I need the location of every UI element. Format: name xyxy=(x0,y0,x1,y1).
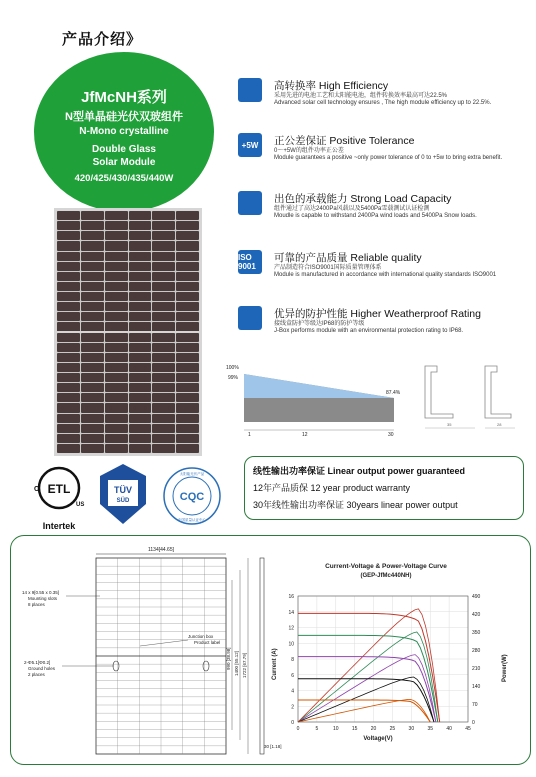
panel-cell xyxy=(81,333,104,342)
panel-cell xyxy=(105,241,128,250)
mechanical-drawing xyxy=(20,540,290,760)
panel-cell xyxy=(129,252,152,261)
iv-y-tick-left: 2 xyxy=(291,704,294,711)
panel-cell xyxy=(129,231,152,240)
feature-desc-cn: 组件通过了高达2400Pa风载以及5400Pa雪载测试认证检测 xyxy=(274,206,430,212)
positive-tolerance-icon: +5W xyxy=(238,133,262,157)
svg-text:C: C xyxy=(34,486,40,493)
panel-cell xyxy=(129,302,152,311)
product-label-label: Product label xyxy=(194,640,221,645)
svg-text:TÜV: TÜV xyxy=(114,485,132,495)
feature-desc-en: Moudle is capable to withstand 2400Pa wind loads and 5400Pa Snow loads. xyxy=(274,213,477,219)
panel-cell xyxy=(152,393,175,402)
svg-text:SÜD: SÜD xyxy=(116,498,130,504)
iv-ylabel-left: Current (A) xyxy=(272,648,278,680)
svg-text:CQC: CQC xyxy=(179,491,205,503)
panel-cell xyxy=(176,272,199,281)
panel-cell xyxy=(176,211,199,220)
panel-cell xyxy=(129,221,152,230)
panel-cell xyxy=(129,403,152,412)
panel-cell xyxy=(152,383,175,392)
panel-cell xyxy=(57,312,80,321)
panel-cell xyxy=(57,444,80,453)
pv-curve-series-2 xyxy=(298,632,438,722)
iv-y-tick-left: 8 xyxy=(291,657,294,663)
feature-desc-en: Advanced solar cell technology ensures , The high module efficiency up to 22.5%. xyxy=(274,100,492,106)
panel-cell xyxy=(81,262,104,271)
panel-cell xyxy=(129,444,152,453)
feature-desc-cn: 产品制造符合ISO9001国际质量管理体系 xyxy=(274,265,382,271)
panel-cell xyxy=(81,373,104,382)
panel-cell xyxy=(129,343,152,352)
panel-cell xyxy=(129,211,152,220)
panel-cell xyxy=(176,383,199,392)
panel-cell xyxy=(81,211,104,220)
panel-cell xyxy=(152,403,175,412)
warranty-chart xyxy=(224,360,410,440)
panel-cell xyxy=(57,414,80,423)
panel-cell xyxy=(129,312,152,321)
iv-curve-series-1 xyxy=(298,613,440,722)
svg-text:太阳能光伏产品: 太阳能光伏产品 xyxy=(179,472,205,476)
panel-cell xyxy=(57,211,80,220)
warranty-line-2: 30年线性输出功率保证 30years linear power output xyxy=(253,500,458,510)
iv-y-tick-left: 0 xyxy=(291,720,294,726)
panel-cell xyxy=(57,231,80,240)
panel-cell xyxy=(129,272,152,281)
badge-en-line3: Solar Module xyxy=(92,157,156,168)
panel-cell xyxy=(152,272,175,281)
panel-cell xyxy=(81,343,104,352)
feature-desc-en: Module guarantees a positive ~only power tolerance of 0 to +5w to bring extra benefit. xyxy=(274,155,503,161)
panel-cell xyxy=(176,302,199,311)
feature-title: 优异的防护性能 Higher Weatherproof Rating xyxy=(274,308,481,320)
panel-cell xyxy=(105,282,128,291)
panel-cell xyxy=(105,343,128,352)
feature-desc-cn: 采用先进的电池工艺和太阳能电池，组件转换效率最高可达22.5% xyxy=(274,93,448,99)
panel-cell xyxy=(176,373,199,382)
warranty-label-99: 99% xyxy=(228,375,239,381)
panel-cell xyxy=(105,393,128,402)
panel-cell xyxy=(57,343,80,352)
panel-cell xyxy=(176,282,199,291)
panel-cell xyxy=(176,241,199,250)
snowflake-icon xyxy=(238,191,262,215)
iv-x-tick: 10 xyxy=(332,726,339,732)
iso-9001-icon: ISO 9001 xyxy=(238,250,262,274)
panel-cell xyxy=(81,241,104,250)
panel-cell xyxy=(105,272,128,281)
iv-x-tick: 15 xyxy=(351,726,358,732)
etl-cert xyxy=(30,462,88,530)
iv-x-tick: 20 xyxy=(370,726,377,732)
panel-cell xyxy=(129,262,152,271)
panel-cell xyxy=(129,353,152,362)
panel-cell xyxy=(81,302,104,311)
panel-cell xyxy=(105,312,128,321)
badge-series: JfMcNH系列 xyxy=(81,89,167,106)
panel-cell xyxy=(81,282,104,291)
width-dim: 1134[44.65] xyxy=(147,547,175,553)
panel-cell xyxy=(152,292,175,301)
iv-y-tick-right: 490 xyxy=(472,594,481,600)
product-badge xyxy=(34,52,214,212)
panel-cell xyxy=(176,414,199,423)
iv-y-tick-left: 14 xyxy=(288,609,294,616)
panel-cell xyxy=(152,221,175,230)
junction-box-label: Junction box xyxy=(188,634,214,639)
ground-dim: 2-Φ5.1[Φ0.2] xyxy=(24,660,51,665)
panel-cell xyxy=(152,252,175,261)
iv-x-tick: 45 xyxy=(465,726,471,732)
tuv-cert xyxy=(96,462,150,528)
panel-cell xyxy=(57,403,80,412)
panel-cell xyxy=(105,414,128,423)
panel-cell xyxy=(105,231,128,240)
panel-cell xyxy=(81,403,104,412)
panel-cell xyxy=(105,363,128,372)
panel-cell xyxy=(176,424,199,433)
warranty-label-874: 87.4% xyxy=(386,390,401,396)
panel-cell xyxy=(81,363,104,372)
panel-cell xyxy=(176,292,199,301)
panel-cell xyxy=(81,444,104,453)
weatherproof-icon xyxy=(238,306,262,330)
iv-y-tick-right: 0 xyxy=(472,720,475,726)
iv-y-tick-left: 16 xyxy=(288,594,294,600)
ground-holes-label: Ground holes xyxy=(28,666,56,671)
warranty-x-1: 1 xyxy=(248,432,251,438)
warranty-line-1: 12年产品质保 12 year product warranty xyxy=(253,483,411,493)
dim-1400: 1400 [55.12] xyxy=(234,650,239,676)
side-view xyxy=(260,558,264,754)
panel-cell xyxy=(105,211,128,220)
panel-cell xyxy=(176,262,199,271)
panel-cell xyxy=(105,434,128,443)
intertek-label: Intertek xyxy=(42,521,76,531)
ground-places-label: 2 places xyxy=(28,672,45,677)
warranty-upper-area xyxy=(244,374,394,398)
svg-text:US: US xyxy=(76,502,85,508)
panel-cell xyxy=(57,333,80,342)
panel-cell xyxy=(176,444,199,453)
panel-cell xyxy=(176,312,199,321)
iv-y-tick-left: 10 xyxy=(288,641,294,648)
panel-cell xyxy=(129,282,152,291)
etl-logo xyxy=(30,462,88,516)
panel-cell xyxy=(152,424,175,433)
panel-cell xyxy=(152,231,175,240)
feature-title: 可靠的产品质量 Reliable quality xyxy=(274,252,422,264)
iv-curve-chart xyxy=(268,556,508,746)
panel-cell xyxy=(81,231,104,240)
frame-profile-drawings xyxy=(415,356,527,440)
panel-cell xyxy=(152,434,175,443)
panel-cell xyxy=(57,424,80,433)
panel-cell xyxy=(81,292,104,301)
panel-cell xyxy=(105,403,128,412)
iv-y-tick-right: 70 xyxy=(472,702,478,708)
cqc-cert xyxy=(162,466,222,526)
panel-cell xyxy=(152,241,175,250)
panel-cell xyxy=(152,282,175,291)
panel-cell xyxy=(81,424,104,433)
panel-cell xyxy=(81,312,104,321)
badge-cn-name: N型单晶硅光伏双玻组件 xyxy=(65,111,183,123)
panel-cell xyxy=(57,221,80,230)
iv-x-tick: 40 xyxy=(446,726,452,732)
iv-chart-subtitle: (GEP-JfMc440NH) xyxy=(360,573,412,579)
panel-cell xyxy=(57,353,80,362)
panel-cell xyxy=(152,353,175,362)
frame-dim-b: 28 xyxy=(497,422,502,427)
warranty-box xyxy=(244,456,524,520)
panel-cell xyxy=(81,383,104,392)
panel-cell xyxy=(129,393,152,402)
warranty-label-100: 100% xyxy=(226,365,239,371)
panel-split-line xyxy=(54,331,202,333)
panel-cell xyxy=(152,343,175,352)
panel-cell xyxy=(176,231,199,240)
frame-profile-1 xyxy=(425,366,453,418)
panel-cell xyxy=(105,424,128,433)
iv-y-tick-left: 12 xyxy=(288,625,294,632)
panel-cell xyxy=(176,252,199,261)
panel-cell xyxy=(81,434,104,443)
panel-cell xyxy=(129,373,152,382)
frame-dim-a: 35 xyxy=(447,422,452,427)
iv-ylabel-right: Power(W) xyxy=(502,654,508,682)
panel-cell xyxy=(176,333,199,342)
panel-cell xyxy=(105,252,128,261)
panel-cell xyxy=(105,262,128,271)
panel-cell xyxy=(129,241,152,250)
iv-curve-series-5 xyxy=(298,700,430,722)
panel-cell xyxy=(152,444,175,453)
panel-cell xyxy=(57,241,80,250)
panel-cell xyxy=(129,363,152,372)
panel-cell xyxy=(176,403,199,412)
iv-x-tick: 30 xyxy=(408,726,415,732)
panel-cell xyxy=(176,434,199,443)
panel-cell xyxy=(57,262,80,271)
dim-990: 990 [38.98] xyxy=(226,647,231,670)
panel-cell xyxy=(81,414,104,423)
iv-curve-series-3 xyxy=(298,657,436,722)
panel-cell xyxy=(81,393,104,402)
iv-x-tick: 0 xyxy=(296,726,300,732)
thickness-dim: 30 [1.18] xyxy=(264,744,282,749)
panel-cell xyxy=(57,282,80,291)
warranty-heading: 线性输出功率保证 Linear output power guaranteed xyxy=(253,466,466,476)
cqc-logo xyxy=(162,466,222,526)
warranty-x-30: 30 xyxy=(388,432,394,438)
panel-cell xyxy=(129,424,152,433)
badge-en-line2: Double Glass xyxy=(92,144,156,155)
iv-y-tick-right: 280 xyxy=(472,648,481,654)
panel-cell xyxy=(81,252,104,261)
feature-desc-cn: 0～+5W的组件功率正公差 xyxy=(274,148,344,154)
frame-profile-2 xyxy=(485,366,511,418)
panel-cell xyxy=(129,292,152,301)
panel-cell xyxy=(57,252,80,261)
panel-cell xyxy=(176,393,199,402)
dim-1722: 1722 [67.79] xyxy=(242,652,247,678)
panel-cell xyxy=(57,393,80,402)
panel-cell xyxy=(57,272,80,281)
pv-curve-series-5 xyxy=(298,699,430,722)
panel-cell xyxy=(105,292,128,301)
iv-y-tick-right: 140 xyxy=(472,684,481,690)
tuv-sud-logo xyxy=(96,462,150,528)
pv-curve-series-3 xyxy=(298,655,436,722)
high-efficiency-icon xyxy=(238,78,262,102)
iv-xlabel: Voltage(V) xyxy=(363,736,393,742)
panel-cell xyxy=(105,383,128,392)
panel-cell xyxy=(152,302,175,311)
panel-cell xyxy=(152,363,175,372)
feature-title: 正公差保证 Positive Tolerance xyxy=(274,135,415,147)
panel-cell xyxy=(57,434,80,443)
iv-y-tick-left: 6 xyxy=(291,672,294,679)
panel-cell xyxy=(105,373,128,382)
iv-y-tick-right: 350 xyxy=(472,630,481,636)
panel-cell xyxy=(176,221,199,230)
svg-text:中国质量认证中心: 中国质量认证中心 xyxy=(178,518,206,522)
iv-y-tick-right: 420 xyxy=(472,612,481,618)
mounting-slots-label: Mounting slots xyxy=(28,596,58,601)
feature-desc-cn: 接线盒防护等级达IP68的防护等级 xyxy=(274,321,365,327)
panel-cell xyxy=(152,211,175,220)
panel-cell xyxy=(152,414,175,423)
mounting-holes-dim: 14 x 9[0.55 x 0.35] xyxy=(22,590,60,595)
feature-title: 高转换率 High Efficiency xyxy=(274,80,389,92)
svg-text:ETL: ETL xyxy=(47,482,71,496)
mounting-places-label: 8 places xyxy=(28,602,45,607)
panel-cell xyxy=(57,302,80,311)
panel-cell xyxy=(105,333,128,342)
panel-cell xyxy=(152,262,175,271)
iv-x-tick: 25 xyxy=(389,726,396,732)
feature-desc-en: Module is manufactured in accordance with international quality standards ISO9001 xyxy=(274,272,497,278)
iv-chart-title: Current-Voltage & Power-Voltage Curve xyxy=(325,563,447,570)
panel-cell xyxy=(152,333,175,342)
panel-cell xyxy=(81,221,104,230)
panel-cell xyxy=(105,353,128,362)
page-title: 产品介绍》 xyxy=(62,31,143,48)
panel-cell xyxy=(129,434,152,443)
panel-cell xyxy=(105,221,128,230)
panel-cell xyxy=(57,373,80,382)
iv-x-tick: 5 xyxy=(315,726,319,732)
panel-cell xyxy=(105,302,128,311)
iv-x-tick: 35 xyxy=(427,726,434,732)
warranty-x-12: 12 xyxy=(302,432,308,438)
panel-cell xyxy=(129,383,152,392)
panel-cell xyxy=(57,383,80,392)
panel-cell xyxy=(57,363,80,372)
badge-wattages: 420/425/430/435/440W xyxy=(74,173,174,184)
iv-y-tick-right: 210 xyxy=(472,666,481,672)
panel-cell xyxy=(176,343,199,352)
panel-cell xyxy=(129,414,152,423)
panel-cell xyxy=(176,363,199,372)
panel-cell xyxy=(129,333,152,342)
panel-cell xyxy=(81,353,104,362)
panel-cell xyxy=(176,353,199,362)
panel-cell xyxy=(81,272,104,281)
panel-cell xyxy=(152,373,175,382)
feature-desc-en: J-Box performs module with an environmental protection rating to IP68. xyxy=(274,328,464,334)
panel-cell xyxy=(152,312,175,321)
panel-cell xyxy=(57,292,80,301)
feature-title: 出色的承载能力 Strong Load Capacity xyxy=(274,193,452,205)
badge-en-line1: N-Mono crystalline xyxy=(79,126,169,137)
panel-cell xyxy=(105,444,128,453)
iv-y-tick-left: 4 xyxy=(291,688,294,695)
